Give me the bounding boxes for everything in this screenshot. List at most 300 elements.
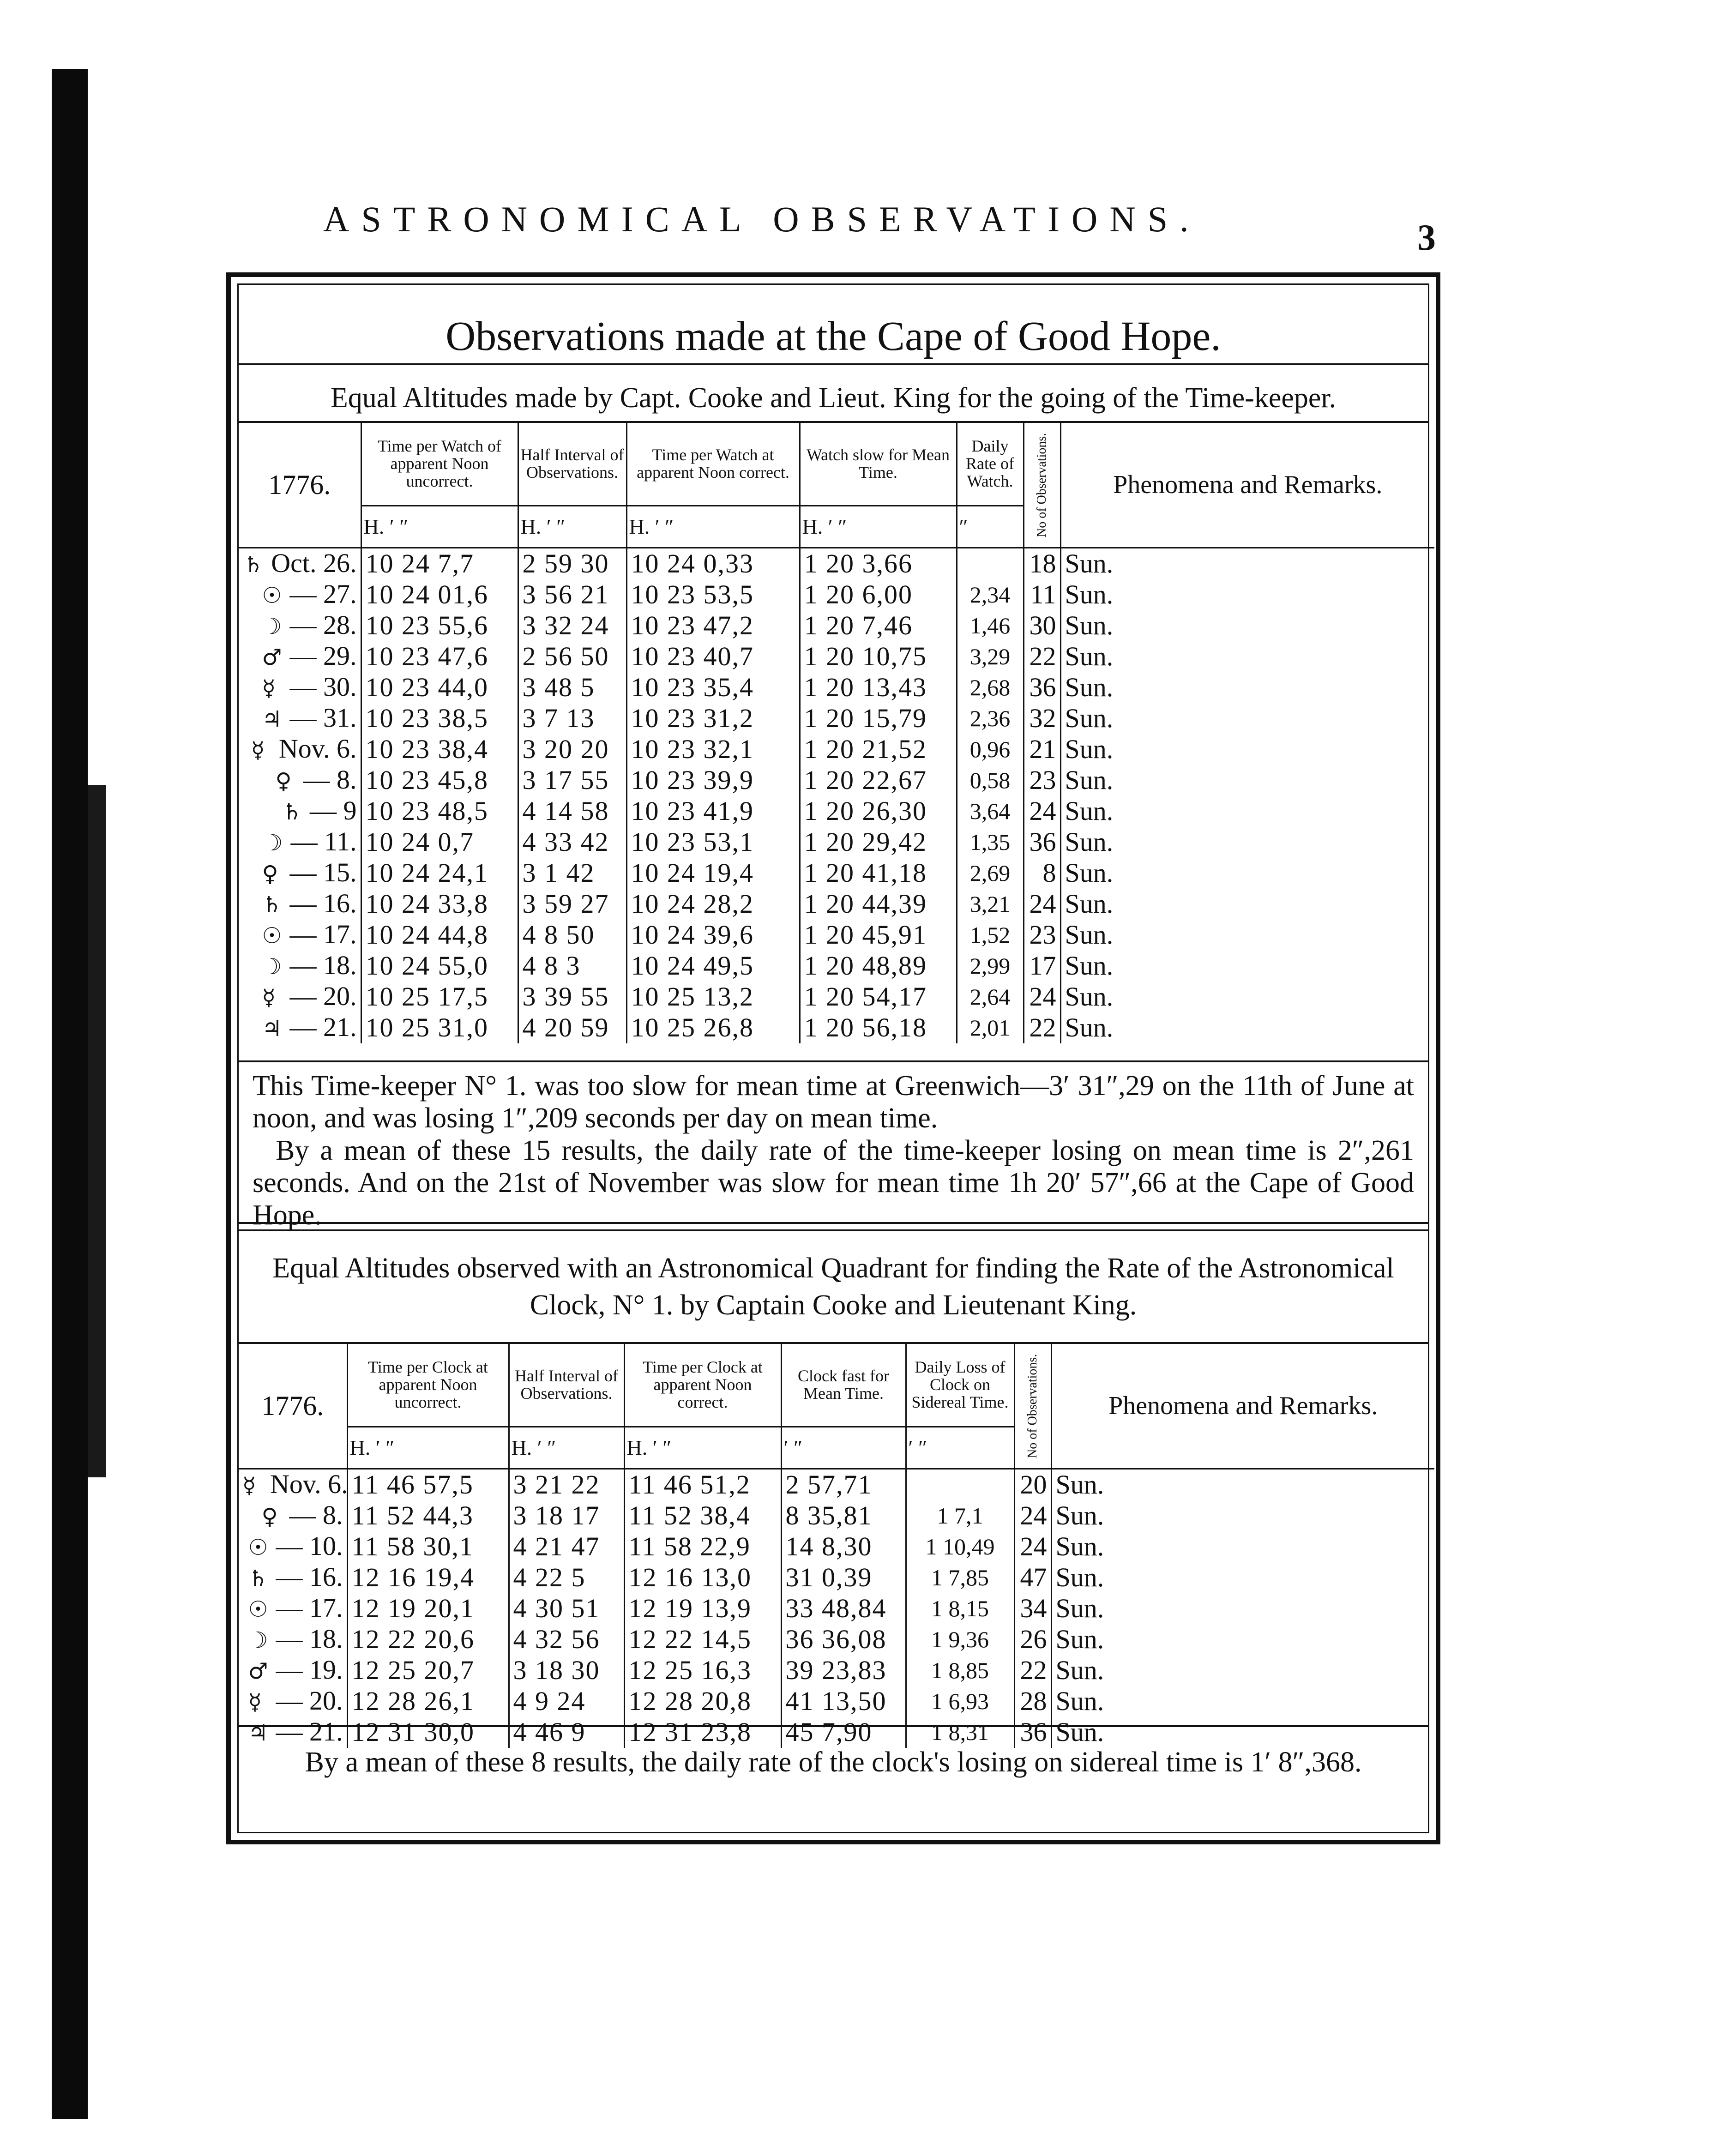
value-cell: 2 56 50 xyxy=(518,641,626,672)
timekeeper-row xyxy=(239,858,1434,889)
count-cell: 36 xyxy=(1024,672,1060,703)
value-cell: 4 20 59 xyxy=(518,1012,626,1043)
remarks-header: Phenomena and Remarks. xyxy=(1051,1343,1434,1469)
clock-row xyxy=(239,1717,1434,1748)
rate-cell: 2,64 xyxy=(957,982,1024,1012)
value-cell: 1 20 56,18 xyxy=(800,1012,957,1043)
observations-frame xyxy=(226,272,1440,1844)
remarks-cell: Sun. xyxy=(1065,951,1114,981)
clock-row xyxy=(239,1562,1434,1593)
date-label: — 31. xyxy=(289,702,357,733)
value-cell: 10 23 48,5 xyxy=(361,796,518,827)
value-cell: 12 25 20,7 xyxy=(347,1655,509,1686)
date-cell xyxy=(239,796,361,827)
rate-cell: 1 8,85 xyxy=(906,1655,1014,1686)
value-cell: 12 19 20,1 xyxy=(347,1593,509,1624)
table1-bottom-rule xyxy=(239,1060,1428,1062)
value-cell: 10 24 44,8 xyxy=(361,920,518,951)
value-cell: 1 20 3,66 xyxy=(800,548,957,579)
value-cell: 10 24 39,6 xyxy=(626,920,800,951)
column-header: Daily Rate of Watch. xyxy=(957,422,1024,506)
date-cell xyxy=(239,579,361,610)
column-header: Clock fast for Mean Time. xyxy=(781,1343,906,1427)
value-cell: 3 21 22 xyxy=(509,1469,624,1500)
value-cell: 3 1 42 xyxy=(518,858,626,889)
timekeeper-row xyxy=(239,827,1434,858)
date-cell xyxy=(239,672,361,703)
value-cell: 10 23 32,1 xyxy=(626,734,800,765)
timekeeper-row xyxy=(239,734,1434,765)
remarks-cell: Sun. xyxy=(1065,548,1114,578)
rate-cell: 1 6,93 xyxy=(906,1686,1014,1717)
timekeeper-row xyxy=(239,579,1434,610)
planet-symbol: ♃ xyxy=(248,1720,268,1746)
rate-cell xyxy=(957,548,1024,579)
date-label: — 20. xyxy=(289,981,357,1011)
value-cell: 3 17 55 xyxy=(518,765,626,796)
date-cell xyxy=(239,548,361,579)
planet-symbol: ♃ xyxy=(262,706,282,732)
value-cell: 1 20 7,46 xyxy=(800,610,957,641)
count-cell: 18 xyxy=(1024,548,1060,579)
count-cell: 20 xyxy=(1014,1469,1051,1500)
unit-label: ′ ″ xyxy=(781,1427,906,1469)
timekeeper-row xyxy=(239,951,1434,982)
title-rule xyxy=(239,363,1428,365)
remarks-cell: Sun. xyxy=(1055,1469,1104,1500)
value-cell: 3 32 24 xyxy=(518,610,626,641)
value-cell: 3 18 17 xyxy=(509,1500,624,1531)
remarks-cell: Sun. xyxy=(1065,920,1114,950)
count-cell: 23 xyxy=(1024,765,1060,796)
clock-table xyxy=(239,1343,1434,1748)
date-label: — 16. xyxy=(289,888,357,918)
remarks-cell: Sun. xyxy=(1065,889,1114,919)
value-cell: 4 46 9 xyxy=(509,1717,624,1748)
planet-symbol: ♀ xyxy=(262,861,278,887)
count-cell: 11 xyxy=(1024,579,1060,610)
value-cell: 4 22 5 xyxy=(509,1562,624,1593)
remarks-cell: Sun. xyxy=(1065,765,1114,795)
remarks-cell: Sun. xyxy=(1055,1655,1104,1685)
value-cell: 10 24 19,4 xyxy=(626,858,800,889)
page-title: Observations made at the Cape of Good Hope. xyxy=(446,313,1221,359)
date-label: Oct. 26. xyxy=(271,548,357,578)
planet-symbol: ♂ xyxy=(262,644,282,670)
remarks-cell: Sun. xyxy=(1055,1593,1104,1623)
remarks-cell: Sun. xyxy=(1065,579,1114,609)
date-cell xyxy=(239,1717,347,1748)
rate-cell xyxy=(906,1469,1014,1500)
date-label: — 10. xyxy=(276,1530,343,1561)
date-label: — 30. xyxy=(289,671,357,702)
date-cell xyxy=(239,1531,347,1562)
value-cell: 12 16 19,4 xyxy=(347,1562,509,1593)
value-cell: 1 20 6,00 xyxy=(800,579,957,610)
value-cell: 11 52 44,3 xyxy=(347,1500,509,1531)
planet-symbol: ☉ xyxy=(262,582,282,608)
planet-symbol: ☉ xyxy=(248,1596,268,1622)
value-cell: 10 24 0,7 xyxy=(361,827,518,858)
value-cell: 10 24 0,33 xyxy=(626,548,800,579)
rate-cell: 0,96 xyxy=(957,734,1024,765)
count-cell: 30 xyxy=(1024,610,1060,641)
remarks-cell: Sun. xyxy=(1055,1717,1104,1747)
date-cell xyxy=(239,982,361,1012)
remarks-cell: Sun. xyxy=(1065,672,1114,702)
date-cell xyxy=(239,1500,347,1531)
count-cell: 36 xyxy=(1024,827,1060,858)
date-label: — 27. xyxy=(289,578,357,609)
value-cell: 10 25 17,5 xyxy=(361,982,518,1012)
value-cell: 10 24 28,2 xyxy=(626,889,800,920)
value-cell: 1 20 41,18 xyxy=(800,858,957,889)
note-paragraph: By a mean of these 15 results, the daily rate of the time-keeper losing on mean time is 2″,261 seconds. And on the 21st of November was slow for mean time 1h 20′ 57″,66 at the Cape of Good Hope. xyxy=(253,1135,1414,1231)
scanned-page-shadow xyxy=(88,785,106,1477)
timekeeper-row xyxy=(239,548,1434,579)
timekeeper-row xyxy=(239,796,1434,827)
unit-label: H. ′ ″ xyxy=(518,506,626,548)
date-label: — 29. xyxy=(289,640,357,671)
timekeeper-row xyxy=(239,982,1434,1012)
date-cell xyxy=(239,1469,347,1500)
date-cell xyxy=(239,951,361,982)
table2-bottom-rule xyxy=(239,1725,1428,1727)
rate-cell: 1 7,1 xyxy=(906,1500,1014,1531)
count-cell: 22 xyxy=(1024,641,1060,672)
planet-symbol: ☉ xyxy=(262,922,282,949)
timekeeper-row xyxy=(239,641,1434,672)
value-cell: 10 23 35,4 xyxy=(626,672,800,703)
remarks-header: Phenomena and Remarks. xyxy=(1060,422,1434,548)
clock-row xyxy=(239,1469,1434,1500)
section-divider xyxy=(239,1222,1428,1224)
value-cell: 10 23 53,5 xyxy=(626,579,800,610)
date-label: Nov. 6. xyxy=(278,733,357,764)
value-cell: 3 18 30 xyxy=(509,1655,624,1686)
timekeeper-table xyxy=(239,422,1434,1043)
value-cell: 10 25 13,2 xyxy=(626,982,800,1012)
count-cell: 32 xyxy=(1024,703,1060,734)
rate-cell: 2,36 xyxy=(957,703,1024,734)
date-cell xyxy=(239,1624,347,1655)
count-cell: 24 xyxy=(1024,796,1060,827)
value-cell: 12 25 16,3 xyxy=(624,1655,781,1686)
clock-row xyxy=(239,1624,1434,1655)
date-cell xyxy=(239,1593,347,1624)
value-cell: 3 39 55 xyxy=(518,982,626,1012)
value-cell: 10 25 31,0 xyxy=(361,1012,518,1043)
section1-heading: Equal Altitudes made by Capt. Cooke and Lieut. King for the going of the Time-keeper. xyxy=(330,382,1337,414)
planet-symbol: ☿ xyxy=(242,1472,256,1499)
count-cell: 8 xyxy=(1024,858,1060,889)
timekeeper-table-body xyxy=(239,548,1434,1043)
value-cell: 2 57,71 xyxy=(781,1469,906,1500)
value-cell: 1 20 15,79 xyxy=(800,703,957,734)
unit-label: ″ xyxy=(957,506,1024,548)
date-cell xyxy=(239,1686,347,1717)
value-cell: 10 23 45,8 xyxy=(361,765,518,796)
remarks-cell: Sun. xyxy=(1065,703,1114,733)
timekeeper-row xyxy=(239,672,1434,703)
value-cell: 8 35,81 xyxy=(781,1500,906,1531)
value-cell: 3 7 13 xyxy=(518,703,626,734)
count-cell: 36 xyxy=(1014,1717,1051,1748)
date-label: — 15. xyxy=(289,857,357,887)
date-cell xyxy=(239,1655,347,1686)
planet-symbol: ☿ xyxy=(248,1689,262,1715)
unit-label: H. ′ ″ xyxy=(347,1427,509,1469)
value-cell: 10 23 44,0 xyxy=(361,672,518,703)
rate-cell: 2,68 xyxy=(957,672,1024,703)
date-cell xyxy=(239,827,361,858)
remarks-cell: Sun. xyxy=(1055,1500,1104,1530)
value-cell: 1 20 29,42 xyxy=(800,827,957,858)
value-cell: 4 21 47 xyxy=(509,1531,624,1562)
column-header: Daily Loss of Clock on Sidereal Time. xyxy=(906,1343,1014,1427)
column-header: Time per Clock at apparent Noon correct. xyxy=(624,1343,781,1427)
section2-heading: Equal Altitudes observed with an Astronomical Quadrant for finding the Rate of the Astronomical Clock, N° 1. by Captain Cooke and Lieutenant King. xyxy=(272,1253,1394,1321)
date-label: — 19. xyxy=(276,1654,343,1685)
count-cell: 26 xyxy=(1014,1624,1051,1655)
date-label: — 20. xyxy=(276,1685,343,1716)
value-cell: 10 23 40,7 xyxy=(626,641,800,672)
column-header: No of Observations. xyxy=(1014,1343,1051,1469)
rate-cell: 1,35 xyxy=(957,827,1024,858)
date-cell xyxy=(239,1012,361,1043)
value-cell: 10 24 55,0 xyxy=(361,951,518,982)
count-cell: 17 xyxy=(1024,951,1060,982)
value-cell: 36 36,08 xyxy=(781,1624,906,1655)
page-number: 3 xyxy=(1417,217,1436,258)
rate-cell: 3,29 xyxy=(957,641,1024,672)
unit-label: H. ′ ″ xyxy=(509,1427,624,1469)
timekeeper-row xyxy=(239,1012,1434,1043)
timekeeper-row xyxy=(239,610,1434,641)
note-paragraph: This Time-keeper N° 1. was too slow for mean time at Greenwich—3′ 31″,29 on the 11th of June at noon, and was losing 1″,209 seconds per day on mean time. xyxy=(253,1070,1414,1134)
count-cell: 24 xyxy=(1024,982,1060,1012)
count-cell: 47 xyxy=(1014,1562,1051,1593)
planet-symbol: ♄ xyxy=(262,891,282,918)
value-cell: 4 32 56 xyxy=(509,1624,624,1655)
unit-label: ′ ″ xyxy=(906,1427,1014,1469)
value-cell: 10 23 47,2 xyxy=(626,610,800,641)
date-label: — 11. xyxy=(290,826,357,856)
rate-cell: 2,69 xyxy=(957,858,1024,889)
date-label: — 21. xyxy=(289,1012,357,1042)
rate-cell: 1 8,31 xyxy=(906,1717,1014,1748)
date-cell xyxy=(239,734,361,765)
date-label: — 17. xyxy=(289,919,357,949)
date-cell xyxy=(239,641,361,672)
date-label: — 8. xyxy=(289,1500,343,1530)
timekeeper-row xyxy=(239,920,1434,951)
date-cell xyxy=(239,765,361,796)
date-label: — 18. xyxy=(289,950,357,980)
value-cell: 12 31 30,0 xyxy=(347,1717,509,1748)
planet-symbol: ☽ xyxy=(262,953,282,980)
rate-cell: 0,58 xyxy=(957,765,1024,796)
value-cell: 1 20 54,17 xyxy=(800,982,957,1012)
count-cell: 22 xyxy=(1024,1012,1060,1043)
remarks-cell: Sun. xyxy=(1065,641,1114,671)
value-cell: 33 48,84 xyxy=(781,1593,906,1624)
clock-row xyxy=(239,1655,1434,1686)
value-cell: 11 58 30,1 xyxy=(347,1531,509,1562)
value-cell: 11 58 22,9 xyxy=(624,1531,781,1562)
observations-inner-frame xyxy=(237,283,1429,1833)
value-cell: 4 8 3 xyxy=(518,951,626,982)
unit-label: H. ′ ″ xyxy=(800,506,957,548)
value-cell: 1 20 26,30 xyxy=(800,796,957,827)
value-cell: 3 20 20 xyxy=(518,734,626,765)
column-header: No of Observations. xyxy=(1024,422,1060,548)
value-cell: 10 24 24,1 xyxy=(361,858,518,889)
value-cell: 1 20 22,67 xyxy=(800,765,957,796)
column-header: Watch slow for Mean Time. xyxy=(800,422,957,506)
count-cell: 24 xyxy=(1014,1500,1051,1531)
date-label: — 9 xyxy=(310,795,357,825)
date-label: — 18. xyxy=(276,1623,343,1654)
remarks-cell: Sun. xyxy=(1065,610,1114,640)
value-cell: 1 20 13,43 xyxy=(800,672,957,703)
clock-rate-summary: By a mean of these 8 results, the daily rate of the clock's losing on sidereal time is 1′ 8″,368. xyxy=(305,1746,1362,1778)
timekeeper-notes xyxy=(253,1070,1414,1231)
value-cell: 1 20 10,75 xyxy=(800,641,957,672)
date-cell xyxy=(239,1562,347,1593)
planet-symbol: ♀ xyxy=(261,1503,278,1530)
value-cell: 4 9 24 xyxy=(509,1686,624,1717)
unit-label: H. ′ ″ xyxy=(626,506,800,548)
date-cell xyxy=(239,610,361,641)
planet-symbol: ☿ xyxy=(251,737,265,763)
remarks-cell: Sun. xyxy=(1055,1562,1104,1592)
rate-cell: 1 9,36 xyxy=(906,1624,1014,1655)
column-header: Half Interval of Observations. xyxy=(518,422,626,506)
remarks-cell: Sun. xyxy=(1065,982,1114,1012)
count-cell: 24 xyxy=(1024,889,1060,920)
count-cell: 22 xyxy=(1014,1655,1051,1686)
rate-cell: 1 7,85 xyxy=(906,1562,1014,1593)
value-cell: 12 19 13,9 xyxy=(624,1593,781,1624)
count-cell: 23 xyxy=(1024,920,1060,951)
date-cell xyxy=(239,920,361,951)
clock-row xyxy=(239,1593,1434,1624)
rate-cell: 3,21 xyxy=(957,889,1024,920)
remarks-cell: Sun. xyxy=(1055,1624,1104,1654)
clock-table-body xyxy=(239,1469,1434,1748)
value-cell: 10 23 31,2 xyxy=(626,703,800,734)
timekeeper-row xyxy=(239,765,1434,796)
rate-cell: 1 10,49 xyxy=(906,1531,1014,1562)
date-cell xyxy=(239,889,361,920)
value-cell: 31 0,39 xyxy=(781,1562,906,1593)
unit-label: H. ′ ″ xyxy=(361,506,518,548)
value-cell: 1 20 21,52 xyxy=(800,734,957,765)
value-cell: 12 22 20,6 xyxy=(347,1624,509,1655)
column-header: Time per Watch of apparent Noon uncorrect. xyxy=(361,422,518,506)
value-cell: 10 23 47,6 xyxy=(361,641,518,672)
column-header: Time per Watch at apparent Noon correct. xyxy=(626,422,800,506)
planet-symbol: ♄ xyxy=(282,799,302,825)
timekeeper-row xyxy=(239,703,1434,734)
remarks-cell: Sun. xyxy=(1065,1012,1114,1042)
date-label: — 28. xyxy=(289,609,357,640)
value-cell: 1 20 44,39 xyxy=(800,889,957,920)
value-cell: 12 31 23,8 xyxy=(624,1717,781,1748)
date-label: — 16. xyxy=(276,1561,343,1592)
rate-cell: 2,99 xyxy=(957,951,1024,982)
value-cell: 39 23,83 xyxy=(781,1655,906,1686)
planet-symbol: ♂ xyxy=(248,1658,268,1684)
planet-symbol: ♀ xyxy=(275,768,292,794)
value-cell: 41 13,50 xyxy=(781,1686,906,1717)
remarks-cell: Sun. xyxy=(1055,1686,1104,1716)
value-cell: 3 59 27 xyxy=(518,889,626,920)
date-label: — 21. xyxy=(276,1716,343,1746)
clock-row xyxy=(239,1500,1434,1531)
rate-cell: 1 8,15 xyxy=(906,1593,1014,1624)
planet-symbol: ♄ xyxy=(248,1565,268,1591)
value-cell: 4 8 50 xyxy=(518,920,626,951)
value-cell: 10 23 55,6 xyxy=(361,610,518,641)
timekeeper-row xyxy=(239,889,1434,920)
planet-symbol: ♄ xyxy=(243,551,264,578)
value-cell: 12 22 14,5 xyxy=(624,1624,781,1655)
value-cell: 10 24 7,7 xyxy=(361,548,518,579)
value-cell: 10 24 49,5 xyxy=(626,951,800,982)
planet-symbol: ☉ xyxy=(248,1534,268,1560)
planet-symbol: ☽ xyxy=(263,830,283,856)
unit-label: H. ′ ″ xyxy=(624,1427,781,1469)
date-label: — 17. xyxy=(276,1592,343,1623)
remarks-cell: Sun. xyxy=(1065,858,1114,888)
value-cell: 10 24 01,6 xyxy=(361,579,518,610)
count-cell: 24 xyxy=(1014,1531,1051,1562)
remarks-cell: Sun. xyxy=(1065,827,1114,857)
scanned-page-edge xyxy=(52,69,88,2119)
count-cell: 34 xyxy=(1014,1593,1051,1624)
value-cell: 11 52 38,4 xyxy=(624,1500,781,1531)
clock-row xyxy=(239,1686,1434,1717)
value-cell: 12 16 13,0 xyxy=(624,1562,781,1593)
value-cell: 11 46 51,2 xyxy=(624,1469,781,1500)
column-header: Time per Clock at apparent Noon uncorrect. xyxy=(347,1343,509,1427)
planet-symbol: ☿ xyxy=(262,675,276,701)
remarks-cell: Sun. xyxy=(1065,796,1114,826)
date-label: — 8. xyxy=(303,764,357,795)
clock-row xyxy=(239,1531,1434,1562)
value-cell: 12 28 26,1 xyxy=(347,1686,509,1717)
value-cell: 1 20 45,91 xyxy=(800,920,957,951)
value-cell: 45 7,90 xyxy=(781,1717,906,1748)
date-cell xyxy=(239,858,361,889)
count-cell: 28 xyxy=(1014,1686,1051,1717)
remarks-cell: Sun. xyxy=(1055,1531,1104,1561)
column-header: Half Interval of Observations. xyxy=(509,1343,624,1427)
rate-cell: 2,34 xyxy=(957,579,1024,610)
value-cell: 10 23 41,9 xyxy=(626,796,800,827)
year-header: 1776. xyxy=(239,1343,347,1469)
rate-cell: 1,46 xyxy=(957,610,1024,641)
value-cell: 10 23 53,1 xyxy=(626,827,800,858)
rate-cell: 1,52 xyxy=(957,920,1024,951)
section-divider xyxy=(239,1229,1428,1231)
value-cell: 2 59 30 xyxy=(518,548,626,579)
remarks-cell: Sun. xyxy=(1065,734,1114,764)
planet-symbol: ☽ xyxy=(248,1627,268,1653)
rate-cell: 3,64 xyxy=(957,796,1024,827)
